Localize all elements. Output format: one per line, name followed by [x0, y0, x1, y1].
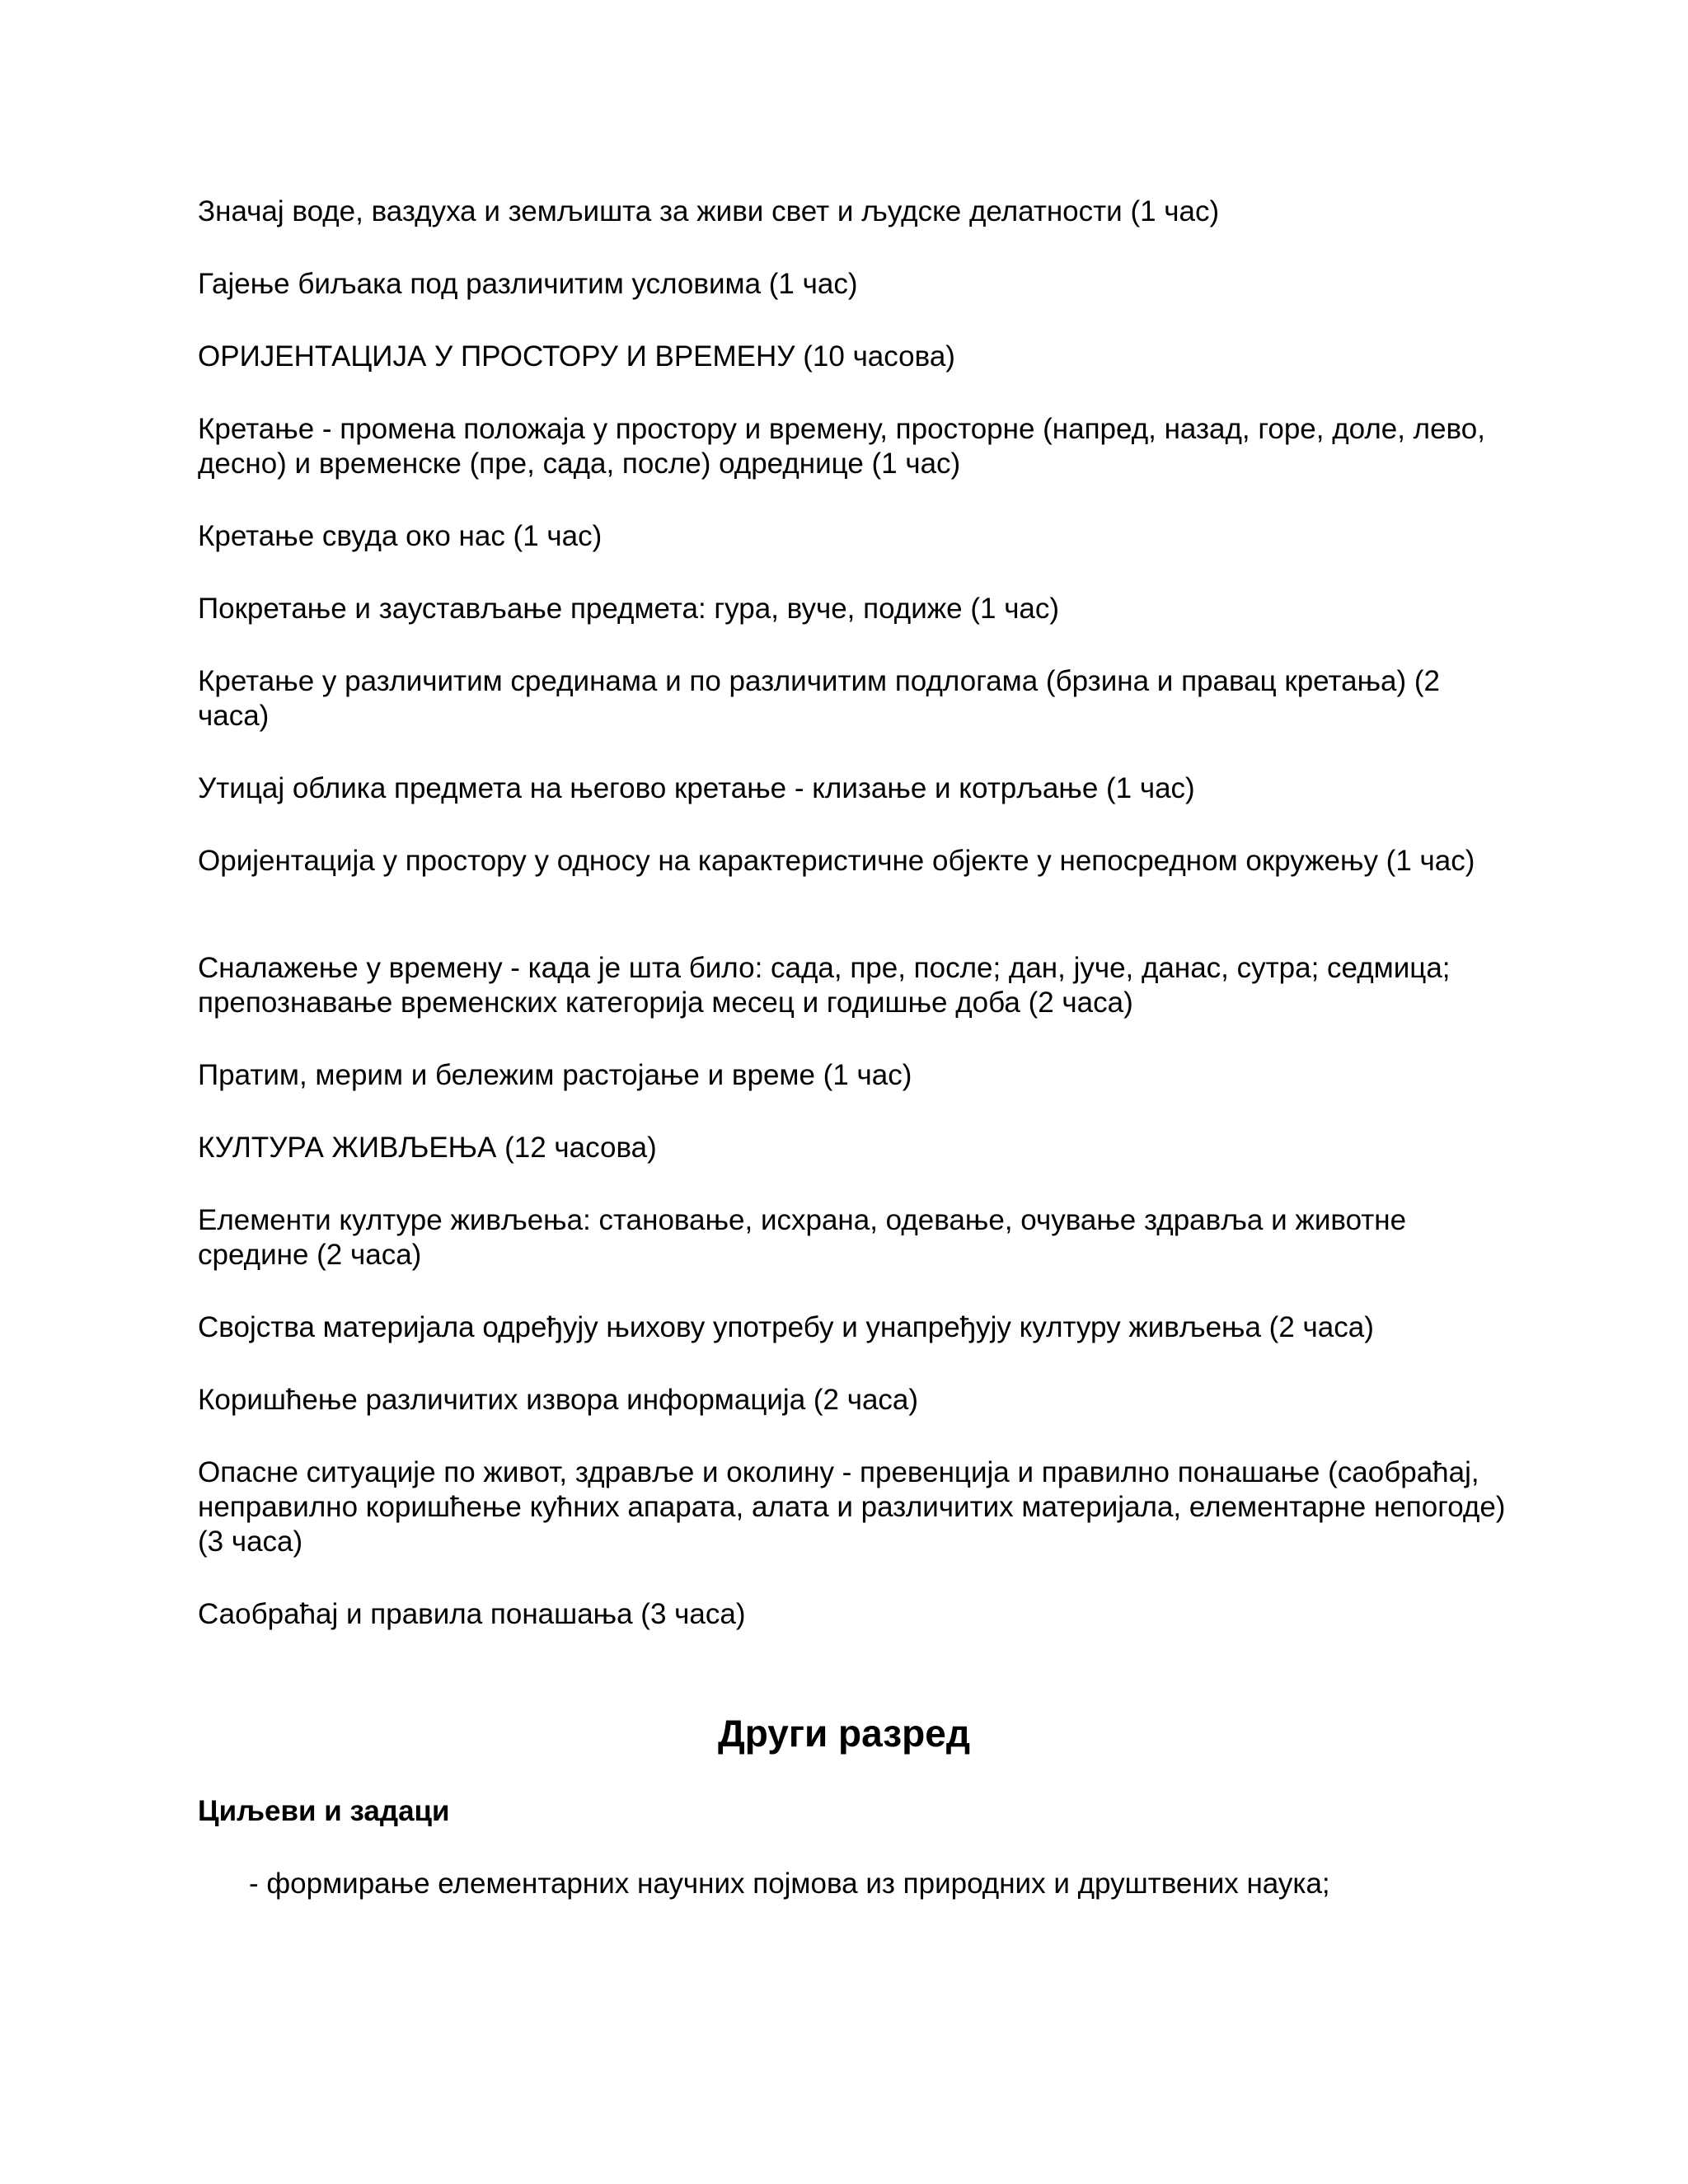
paragraph: Кретање - промена положаја у простору и времену, просторне (напред, назад, горе, доле, лево, десно) и временске (пре, сада, после) одреднице (1 час)	[198, 413, 1485, 480]
paragraph: Својства материјала одређују њихову употребу и унапређују културу живљења (2 часа)	[198, 1311, 1374, 1343]
subheading: Циљеви и задаци	[198, 1795, 450, 1827]
section-heading: Други разред	[717, 1712, 971, 1755]
paragraph: Оријентација у простору у односу на карактеристичне објекте у непосредном окружењу (1 час)	[198, 845, 1475, 877]
paragraph: Опасне ситуације по живот, здравље и околину - превенција и правилно понашање (саобраћај, неправилно коришћење кућних апарата, алата и различитих материјала, елементарне непогоде) (3 часа)	[198, 1456, 1506, 1558]
list-item: - формирање елементарних научних појмова из природних и друштвених наука;	[249, 1868, 1330, 1900]
paragraph: Пратим, мерим и бележим растојање и време (1 час)	[198, 1059, 912, 1091]
section-title: ОРИЈЕНТАЦИЈА У ПРОСТОРУ И ВРЕМЕНУ (10 часова)	[198, 340, 955, 373]
paragraph: Саобраћај и правила понашања (3 часа)	[198, 1598, 746, 1630]
paragraph: Гајење биљака под различитим условима (1 час)	[198, 268, 858, 300]
paragraph: Покретање и заустављање предмета: гура, вуче, подиже (1 час)	[198, 593, 1060, 625]
paragraph: Значај воде, ваздуха и земљишта за живи свет и људске делатности (1 час)	[198, 195, 1220, 227]
section-title: КУЛТУРА ЖИВЉЕЊА (12 часова)	[198, 1132, 657, 1164]
paragraph: Сналажење у времену - када је шта било: сада, пре, после; дан, јуче, данас, сутра; седмица; препознавање временских категорија месец и годишње доба (2 часа)	[198, 952, 1451, 1019]
paragraph: Кретање свуда око нас (1 час)	[198, 520, 603, 552]
paragraph: Елементи културе живљења: становање, исхрана, одевање, очување здравља и животне средине (2 часа)	[198, 1204, 1407, 1271]
paragraph: Коришћење различитих извора информација (2 часа)	[198, 1384, 919, 1416]
paragraph: Кретање у различитим срединама и по различитим подлогама (брзина и правац кретања) (2 часа)	[198, 665, 1440, 732]
paragraph: Утицај облика предмета на његово кретање - клизање и котрљање (1 час)	[198, 772, 1195, 804]
